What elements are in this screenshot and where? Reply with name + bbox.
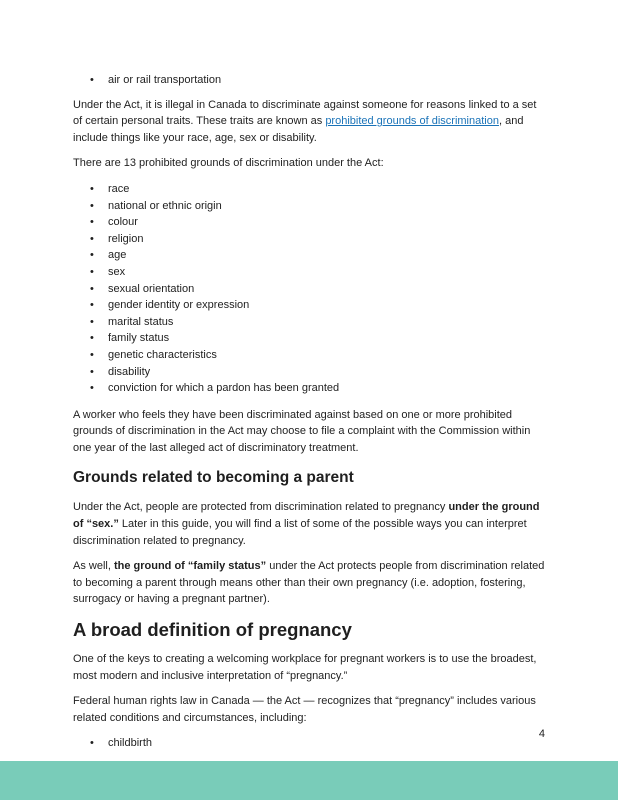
bullet-icon: •: [90, 348, 94, 361]
paragraph-ground-of-sex: Under the Act, people are protected from discrimination related to pregnancy under the ground of “sex.” Later in this guide, you will find a list of some of the possible ways you can interpret discrimination related to pregnancy.: [73, 501, 540, 547]
bullet-icon: •: [90, 199, 94, 212]
bullet-icon: •: [90, 265, 94, 278]
list-item: • disability: [73, 364, 548, 381]
bullet-icon: •: [90, 216, 94, 229]
heading-broad-definition: A broad definition of pregnancy: [73, 619, 352, 641]
list-item: • gender identity or expression: [73, 297, 548, 314]
bullet-icon: •: [90, 232, 94, 245]
bullet-icon: •: [90, 182, 94, 195]
list-item: • religion: [73, 231, 548, 248]
paragraph-complaint: A worker who feels they have been discriminated against based on one or more prohibited grounds of discrimination in the Act may choose to file a complaint with the Commission within one year of the last alleged act of discriminatory treatment.: [73, 408, 531, 454]
page-number: 4: [538, 728, 545, 740]
bullet-icon: •: [90, 332, 94, 345]
list-item: • age: [73, 247, 548, 264]
bullet-icon: •: [90, 282, 94, 295]
pregnancy-conditions-list: [73, 735, 548, 752]
bullet-icon: •: [90, 249, 94, 262]
list-item: • colour: [73, 214, 548, 231]
bullet-icon: •: [90, 737, 94, 750]
list-item: • childbirth: [73, 735, 548, 752]
bullet-icon: •: [90, 299, 94, 312]
bold-ground-of-sex: under the ground of “sex.”: [73, 501, 540, 531]
bullet-icon: •: [90, 365, 94, 378]
prohibited-grounds-link[interactable]: prohibited grounds of discrimination: [325, 115, 499, 128]
list-item: • national or ethnic origin: [73, 198, 548, 215]
bullet-icon: •: [90, 74, 94, 86]
list-item: • marital status: [73, 314, 548, 331]
paragraph-family-status: As well, the ground of “family status” under the Act protects people from discrimination related to becoming a parent through means other than their own pregnancy (i.e. adoption, fostering, surrogacy or having a pregnant partner).: [73, 560, 545, 606]
list-item: • genetic characteristics: [73, 347, 548, 364]
list-item: • sexual orientation: [73, 281, 548, 298]
footer-band: [0, 761, 618, 800]
paragraph-federal-law: Federal human rights law in Canada — the Act — recognizes that “pregnancy” includes various related conditions and circumstances, including:: [73, 695, 536, 724]
list-item: • race: [73, 181, 548, 198]
list-item: • air or rail transportation: [73, 72, 548, 89]
list-item: • family status: [73, 330, 548, 347]
paragraph-keys: One of the keys to creating a welcoming workplace for pregnant workers is to use the broadest, most modern and inclusive interpretation of “pregnancy.”: [73, 653, 537, 682]
list-item: • conviction for which a pardon has been granted: [73, 380, 548, 397]
page-body: [73, 71, 548, 752]
prohibited-grounds-list: [73, 181, 548, 397]
paragraph-thirteen-grounds: There are 13 prohibited grounds of discrimination under the Act:: [73, 157, 384, 170]
transportation-list: [73, 72, 548, 89]
heading-becoming-a-parent: Grounds related to becoming a parent: [73, 469, 354, 487]
paragraph-under-the-act: Under the Act, it is illegal in Canada to discriminate against someone for reasons linked to a set of certain personal traits. These traits are known as prohibited grounds of discrimination, and include things like your race, age, sex or disability.: [73, 98, 537, 144]
bullet-icon: •: [90, 382, 94, 395]
list-item: • sex: [73, 264, 548, 281]
bold-family-status: the ground of “family status”: [113, 560, 267, 573]
bullet-icon: •: [90, 315, 94, 328]
